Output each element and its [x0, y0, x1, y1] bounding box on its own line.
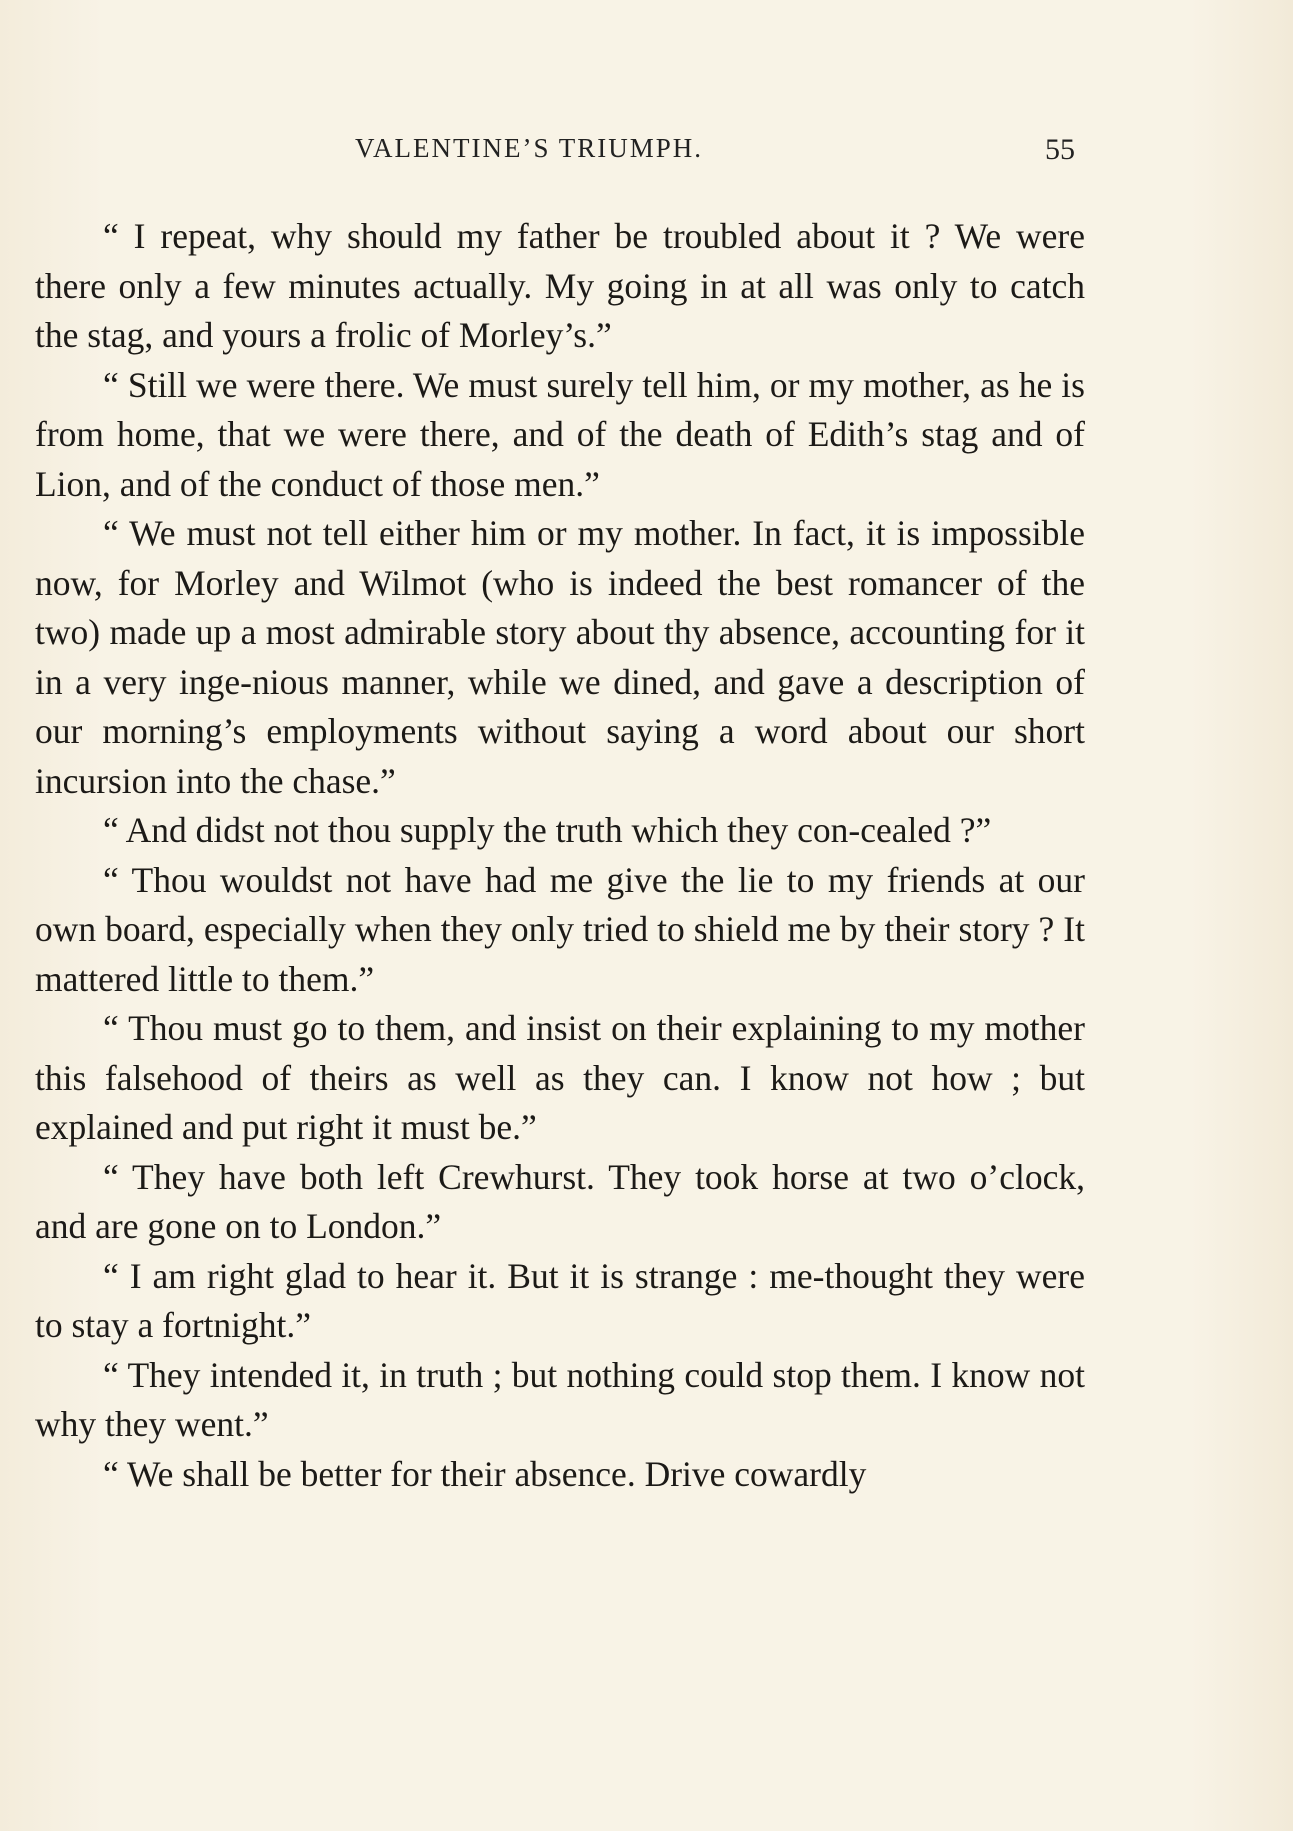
paragraph: “ Thou wouldst not have had me give the lie to my friends at our own board, especially when they only tried to shield me by their story ? It mattered little to them.”: [35, 859, 1085, 999]
paragraph: “ And didst not thou supply the truth which they con-cealed ?”: [103, 810, 992, 850]
body-text: [35, 212, 1085, 1499]
page-number: 55: [1045, 133, 1075, 166]
page-header: [0, 133, 1293, 173]
paragraph: “ I am right glad to hear it. But it is strange : me-thought they were to stay a fortnight.”: [35, 1255, 1085, 1345]
paragraph: “ They intended it, in truth ; but nothing could stop them. I know not why they went.”: [35, 1354, 1085, 1444]
paragraph: “ I repeat, why should my father be troubled about it ? We were there only a few minutes actually. My going in at all was only to catch the stag, and yours a frolic of Morley’s.”: [35, 216, 1085, 355]
paragraph: “ Thou must go to them, and insist on their explaining to my mother this falsehood of theirs as well as they can. I know not how ; but explained and put right it must be.”: [35, 1008, 1085, 1147]
paragraph: “ We must not tell either him or my mother. In fact, it is impossible now, for Morley and Wilmot (who is indeed the best romancer of the two) made up a most admirable story about thy absence, accounting for it in a very inge-nious manner, while we dined, and gave a description of our morning’s employments without saying a word about our short incursion into the chase.”: [35, 513, 1085, 801]
running-title: VALENTINE’S TRIUMPH.: [355, 133, 704, 163]
paragraph: “ We shall be better for their absence. Drive cowardly: [103, 1453, 867, 1494]
paragraph: “ Still we were there. We must surely tell him, or my mother, as he is from home, that we were there, and of the death of Edith’s stag and of Lion, and of the conduct of those men.”: [35, 364, 1085, 504]
paragraph: “ They have both left Crewhurst. They took horse at two o’clock, and are gone on to London.”: [35, 1156, 1085, 1246]
